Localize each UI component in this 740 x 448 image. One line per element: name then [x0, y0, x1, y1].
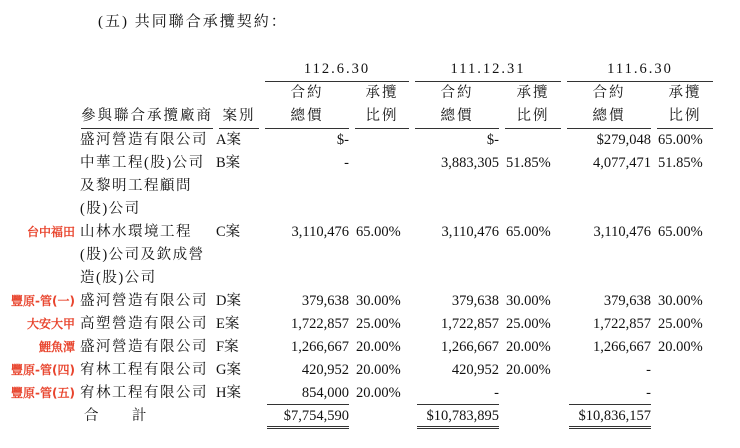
contract-amount: $279,048: [596, 132, 651, 148]
contract-amount: 1,266,667: [593, 339, 651, 355]
project-annotation: 大安大甲: [26, 317, 75, 331]
total-row: [0, 405, 716, 429]
vendor-name: 高塑營造有限公司: [80, 316, 208, 332]
vendor-name: 盛河營造有限公司: [80, 293, 208, 309]
contract-amount-value: -: [417, 383, 499, 405]
table-row: [0, 359, 716, 382]
contract-amount: 3,110,476: [441, 224, 499, 240]
amount-header-top: 合約: [440, 85, 474, 101]
case-id: G案: [216, 362, 241, 378]
contract-amount: 420,952: [301, 362, 349, 378]
project-annotation: 鯉魚潭: [38, 340, 75, 354]
table-row: [0, 313, 716, 336]
share-percent: 30.00%: [506, 293, 551, 309]
contract-amount: [412, 382, 502, 405]
contract-amount: 1,722,857: [291, 316, 349, 332]
spacer: [502, 405, 564, 429]
pct-header-top: 承攬: [516, 85, 550, 101]
contract-amount: 3,883,305: [441, 155, 499, 171]
contract-amount: -: [344, 155, 349, 171]
share-percent: [502, 129, 564, 152]
table-row: [0, 129, 716, 152]
contract-amount: -: [646, 362, 651, 378]
share-percent: 25.00%: [506, 316, 551, 332]
share-percent: [352, 129, 412, 152]
case-id: H案: [216, 385, 241, 401]
amount-header: 總價: [415, 105, 499, 129]
share-percent: 65.00%: [658, 224, 703, 240]
vendor-name: 宥林工程有限公司: [80, 385, 208, 401]
share-percent: 20.00%: [506, 339, 551, 355]
contract-amount: $-: [336, 132, 349, 148]
vendor-name: 山林水環境工程 (股)公司及欽成營 造(股)公司: [80, 224, 205, 286]
period-header: 111.12.31: [415, 58, 561, 82]
share-percent: [654, 382, 716, 405]
vendor-name: 盛河營造有限公司: [80, 132, 208, 148]
contract-amount: $-: [486, 132, 499, 148]
total-amount-value: $10,836,157: [569, 406, 651, 429]
period-header: 112.6.30: [265, 58, 409, 82]
share-percent: [352, 152, 412, 221]
contract-amount-value: -: [569, 383, 651, 405]
share-percent: 65.00%: [658, 132, 703, 148]
amount-header: 總價: [567, 105, 651, 129]
share-percent: 51.85%: [658, 155, 703, 171]
contract-amount: 1,722,857: [593, 316, 651, 332]
contract-amount: 1,266,667: [291, 339, 349, 355]
project-annotation: 豐原-管(五): [11, 386, 75, 400]
table-row: [0, 290, 716, 313]
contract-amount: 379,638: [301, 293, 349, 309]
project-annotation: 豐原-管(一): [11, 294, 75, 308]
contract-amount: 1,266,667: [441, 339, 499, 355]
project-annotation: 台中福田: [26, 225, 75, 239]
case-id: B案: [216, 155, 241, 171]
table-row: [0, 336, 716, 359]
share-percent: 25.00%: [658, 316, 703, 332]
share-percent: 51.85%: [506, 155, 551, 171]
contract-amount: 420,952: [451, 362, 499, 378]
total-label: 合 計: [84, 408, 148, 424]
share-percent: 20.00%: [356, 385, 401, 401]
share-percent: 20.00%: [658, 339, 703, 355]
share-percent: 30.00%: [356, 293, 401, 309]
contract-amount: [564, 382, 654, 405]
amount-header-top: 合約: [290, 85, 324, 101]
joint-contract-table: [0, 58, 716, 429]
case-id: D案: [216, 293, 241, 309]
contract-amount: 4,077,471: [593, 155, 651, 171]
total-amount-value: $7,754,590: [267, 406, 349, 429]
total-amount-value: $10,783,895: [417, 406, 499, 429]
total-amount: [262, 405, 352, 429]
table-row: [0, 221, 716, 290]
case-id: C案: [216, 224, 241, 240]
share-percent: 65.00%: [506, 224, 551, 240]
pct-header: 比例: [505, 105, 561, 129]
project-annotation: 豐原-管(四): [11, 363, 75, 377]
section-title: (五) 共同聯合承攬契約：: [98, 14, 288, 30]
spacer: [216, 405, 262, 429]
spacer: [352, 405, 412, 429]
vendor-name: 盛河營造有限公司: [80, 339, 208, 355]
vendor-name: 中華工程(股)公司 及黎明工程顧問 (股)公司: [80, 155, 205, 217]
share-percent: 65.00%: [356, 224, 401, 240]
total-amount: [564, 405, 654, 429]
spacer: [0, 405, 78, 429]
contract-amount-value: 854,000: [267, 383, 349, 405]
period-header: 111.6.30: [567, 58, 713, 82]
share-percent: 20.00%: [356, 362, 401, 378]
pct-header: 比例: [657, 105, 713, 129]
spacer: [654, 405, 716, 429]
table-row: [0, 152, 716, 221]
case-header: 案別: [219, 105, 259, 129]
project-annotation: [0, 152, 78, 221]
share-percent: 30.00%: [658, 293, 703, 309]
contract-amount: 1,722,857: [441, 316, 499, 332]
project-annotation: [0, 129, 78, 152]
pct-header: 比例: [355, 105, 409, 129]
contract-amount: 3,110,476: [593, 224, 651, 240]
case-id: A案: [216, 132, 241, 148]
share-percent: 20.00%: [356, 339, 401, 355]
contract-amount: 379,638: [451, 293, 499, 309]
share-percent: [502, 382, 564, 405]
total-amount: [412, 405, 502, 429]
share-percent: 25.00%: [356, 316, 401, 332]
table-row: [0, 382, 716, 405]
share-percent: [654, 359, 716, 382]
contract-amount: [262, 382, 352, 405]
case-id: E案: [216, 316, 240, 332]
contract-amount: 3,110,476: [291, 224, 349, 240]
amount-header: 總價: [265, 105, 349, 129]
contract-amount: 379,638: [603, 293, 651, 309]
pct-header-top: 承攬: [668, 85, 702, 101]
pct-header-top: 承攬: [365, 85, 399, 101]
case-id: F案: [216, 339, 239, 355]
share-percent: 20.00%: [506, 362, 551, 378]
amount-header-top: 合約: [592, 85, 626, 101]
vendor-name: 宥林工程有限公司: [80, 362, 208, 378]
vendor-header: 參與聯合承攬廠商: [81, 105, 213, 129]
